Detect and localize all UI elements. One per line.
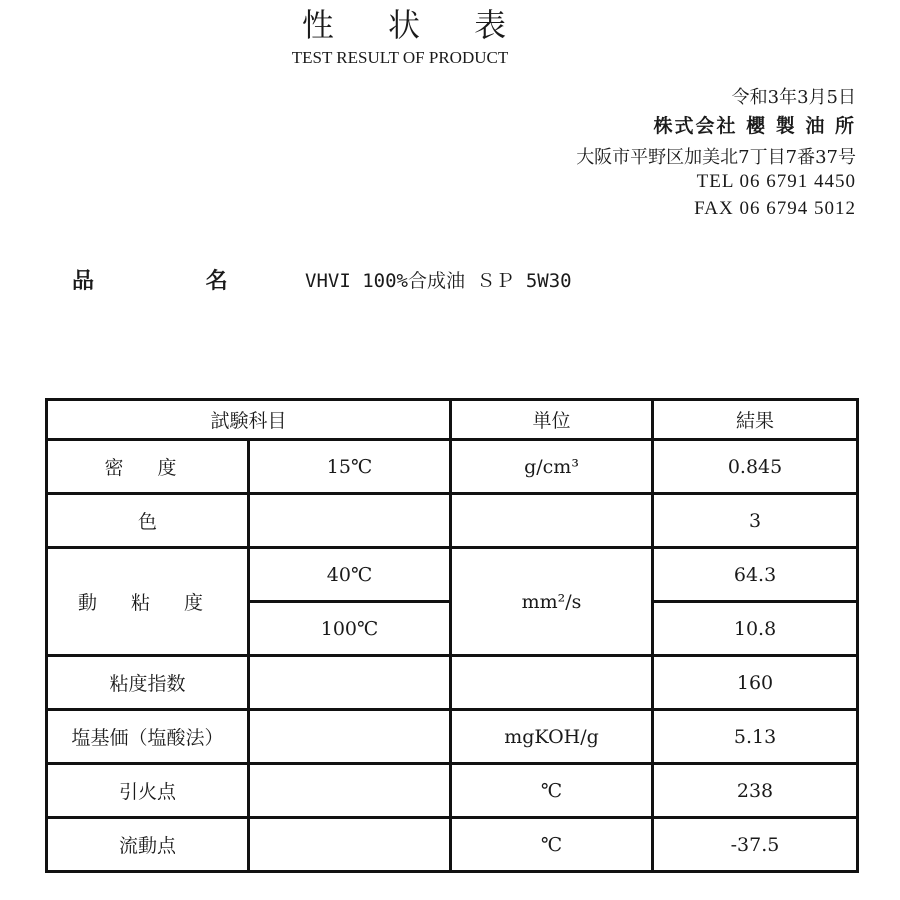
product-label: 品 名	[72, 269, 280, 294]
unit-cell: mgKOH/g	[451, 710, 653, 764]
item-cell: 色	[47, 494, 249, 548]
table-row	[47, 548, 858, 602]
header-result: 結果	[653, 400, 858, 440]
unit-cell: mm²/s	[451, 548, 653, 656]
result-cell: 0.845	[653, 440, 858, 494]
item-cell: 粘度指数	[47, 656, 249, 710]
condition-cell: 15℃	[249, 440, 451, 494]
company-address: 大阪市平野区加美北7丁目7番37号	[576, 147, 856, 168]
table-row	[47, 764, 858, 818]
item-cell: 動 粘 度	[47, 548, 249, 656]
header-unit: 単位	[451, 400, 653, 440]
table-row	[47, 710, 858, 764]
item-cell: 引火点	[47, 764, 249, 818]
condition-cell	[249, 710, 451, 764]
result-cell: 10.8	[653, 602, 858, 656]
unit-cell	[451, 656, 653, 710]
result-cell: -37.5	[653, 818, 858, 872]
unit-cell	[451, 494, 653, 548]
result-cell: 3	[653, 494, 858, 548]
item-cell: 流動点	[47, 818, 249, 872]
table-header-row	[47, 400, 858, 440]
test-result-table	[45, 398, 859, 873]
item-cell: 密 度	[47, 440, 249, 494]
unit-cell: g/cm³	[451, 440, 653, 494]
table-row	[47, 656, 858, 710]
page-title: 性 状 表	[301, 6, 529, 44]
page-subtitle: TEST RESULT OF PRODUCT	[291, 48, 509, 67]
condition-cell	[249, 494, 451, 548]
result-cell: 64.3	[653, 548, 858, 602]
header-item: 試験科目	[47, 400, 451, 440]
result-cell: 160	[653, 656, 858, 710]
condition-cell	[249, 818, 451, 872]
unit-cell: ℃	[451, 818, 653, 872]
table-row	[47, 494, 858, 548]
condition-cell: 100℃	[249, 602, 451, 656]
company-fax: FAX 06 6794 5012	[694, 198, 856, 219]
table-row	[47, 818, 858, 872]
unit-cell: ℃	[451, 764, 653, 818]
condition-cell	[249, 764, 451, 818]
result-cell: 5.13	[653, 710, 858, 764]
issue-date: 令和3年3月5日	[731, 87, 856, 108]
product-name: VHVI 100%合成油 ＳＰ 5W30	[305, 270, 572, 292]
condition-cell: 40℃	[249, 548, 451, 602]
table-row	[47, 440, 858, 494]
company-tel: TEL 06 6791 4450	[696, 171, 856, 192]
item-cell: 塩基価（塩酸法）	[47, 710, 249, 764]
condition-cell	[249, 656, 451, 710]
result-cell: 238	[653, 764, 858, 818]
company-name: 株式会社 櫻 製 油 所	[653, 115, 856, 137]
